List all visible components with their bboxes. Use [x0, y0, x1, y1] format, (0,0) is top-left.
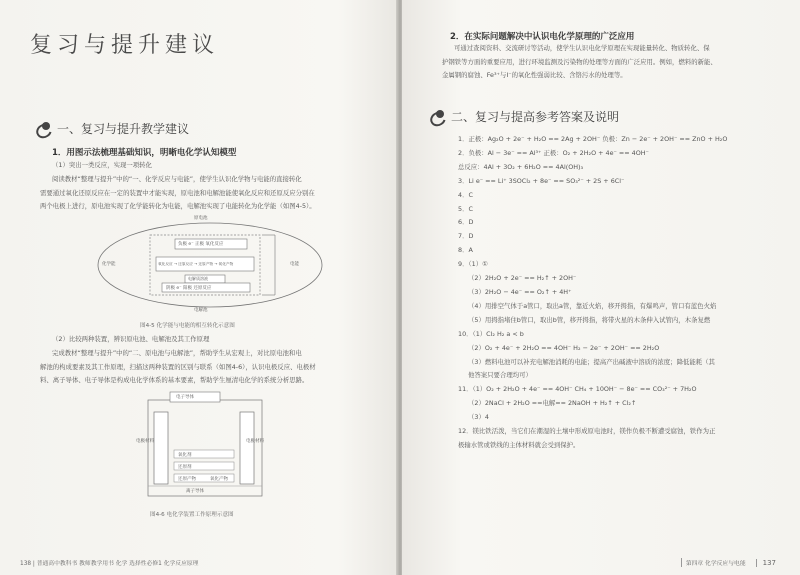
answer-item: （2）O₂ + 4e⁻ + 2H₂O == 4OH⁻ H₂ − 2e⁻ + 2OH⁻ == 2H₂O: [468, 343, 660, 352]
paragraph-3: [442, 42, 717, 83]
figure-4-6-diagram: [140, 388, 270, 500]
answer-item: 4．C: [458, 190, 473, 199]
answer-item: 总反应：4Al + 3O₂ + 6H₂O == 4Al(OH)₃: [458, 162, 584, 171]
figure-4-6: [136, 388, 270, 500]
paragraph-1: [40, 173, 316, 214]
subheading-2: 2．在实际问题解决中认识电化学原理的广泛应用: [450, 32, 635, 42]
fig45-box4: 阴极 e⁻ 阳极 还原反应: [166, 286, 212, 291]
answer-item: 他答案只要合理均可）: [468, 371, 532, 380]
fig45-box1: 负极 e⁻ 正极 氧化反应: [178, 242, 224, 247]
fig46-top-label: 电子导体: [176, 395, 194, 400]
fig45-box3: 电解质溶液: [188, 276, 208, 281]
fig46-label1: 氧化剂: [178, 453, 192, 458]
figure-4-5: [90, 215, 330, 315]
fig46-mid1: 还原产物: [178, 477, 196, 482]
answer-list: [458, 133, 768, 453]
fig46-left-electrode: 电极材料: [136, 439, 154, 444]
answer-item: 8．A: [458, 246, 473, 255]
page-number: 137: [756, 559, 776, 567]
paragraph-line: 可通过查阅资料、交流研讨等活动，使学生认识电化学原理在实现能量转化、物质转化、保: [454, 44, 710, 52]
left-footer: 138 | 普通高中教科书 教师教学用书 化学 选择性必修1 化学反应原理: [20, 561, 199, 567]
figure-4-5-caption: 图4-5 化学能与电能的相互转化示意图: [140, 323, 235, 329]
fig46-mid2: 氧化产物: [210, 477, 228, 482]
paragraph-line: 需要通过氧化还原反应在一定的装置中才能实现，原电池和电解池能使氧化反应和还原反应分别在: [40, 188, 315, 197]
paragraph-line: 护钢铁等方面的重要应用，进行环境监测及污染物的处理等方面的广泛应用。例如，燃料的新能、: [442, 57, 717, 66]
answer-item: 7．D: [458, 232, 474, 241]
answer-item: （2）2NaCl + 2H₂O ==电解== 2NaOH + H₂↑ + Cl₂↑: [468, 399, 637, 408]
fig46-right-electrode: 电极材料: [246, 439, 264, 444]
figure-4-6-caption: 图4-6 电化学装置工作原理示意图: [150, 512, 234, 518]
fig45-left-label: 化学能: [102, 262, 116, 267]
section-heading-1-text: 一、复习与提升教学建议: [57, 122, 190, 136]
paragraph-line: 金属钢的腐蚀、Fe³⁺与I⁻的氧化性强弱比较、含铬污水的处理等。: [442, 71, 627, 79]
section-swirl-icon: [36, 122, 52, 136]
answer-item: （4）用排空气体于a管口，取出a管，靠近火焰，移开拇指，有爆鸣声，管口有蓝色火焰: [468, 301, 717, 310]
fig46-bottom-label: 离子导体: [186, 489, 204, 494]
answer-item: 10．（1）Cl₂ H₂ a < b: [458, 329, 524, 338]
fig45-bottom-label: 电解池: [194, 308, 208, 313]
fig46-label2: 还原剂: [178, 465, 192, 470]
answer-item: 11．（1）O₂ + 2H₂O + 4e⁻ == 4OH⁻ CH₄ + 10OH⁻ − 8e⁻ == CO₃²⁻ + 7H₂O: [458, 385, 697, 394]
fig45-box2: 氧化反应 → 还原反应 → 还原产物 → 氧化产物: [158, 262, 234, 266]
answer-item: 1．正极：Ag₂O + 2e⁻ + H₂O == 2Ag + 2OH⁻ 负极：Zn − 2e⁻ + 2OH⁻ == ZnO + H₂O: [458, 135, 728, 143]
chapter-title: 复习与提升建议: [30, 33, 220, 58]
right-page: [402, 0, 800, 575]
section-swirl-icon: [430, 110, 446, 124]
answer-item: （3）燃料电池可以补充电解池消耗的电能；提高产出碱液中溶质的浓度；降低能耗（其: [468, 357, 715, 366]
paragraph-line: 完成教材“整理与提升”中的“二、原电池与电解池”，帮助学生从宏观上，对比原电池和电: [52, 349, 302, 357]
answer-item: 极输水管或铁线的主体材料就会受到保护。: [458, 440, 580, 449]
paragraph-line: 料、离子导体、电子导体是构成电化学体系的基本要素，帮助学生厘清电化学的系统分析思路。: [40, 376, 309, 384]
answer-item: 6．D: [458, 218, 474, 227]
answer-item: （5）用拇指堵住b管口，取出b管，移开拇指，将带火星的木条伸入试管内，木条复燃: [468, 315, 711, 324]
paragraph-1-sub: （1）突出一类反应，实现一项转化: [52, 161, 152, 169]
left-page: [0, 0, 398, 575]
answer-item: 5．C: [458, 204, 473, 213]
subheading-1: 1．用图示法梳理基础知识，明晰电化学认知模型: [52, 148, 237, 158]
fig45-right-label: 电能: [290, 262, 299, 267]
answer-item: （3）4: [468, 413, 489, 422]
paragraph-2: [40, 347, 316, 388]
answer-item: （2）2H₂O + 2e⁻ == H₂↑ + 2OH⁻: [468, 274, 577, 283]
paragraph-line: 解池的构成要素及其工作原理，扫描这两种装置的区别与联系（如图4-6），认识电极反应、电极材: [40, 362, 316, 371]
answer-item: 3．Li e⁻ == Li⁺ 3SOCl₂ + 8e⁻ == SO₃²⁻ + 2S + 6Cl⁻: [458, 176, 625, 185]
fig45-top-label: 原电池: [194, 216, 208, 221]
section-heading-1: [36, 120, 189, 137]
footer-chapter: 第四章 化学反应与电能: [681, 558, 746, 567]
answer-item: 2．负极：Al − 3e⁻ == Al³⁺ 正极：O₂ + 2H₂O + 4e⁻ == 4OH⁻: [458, 148, 649, 157]
paragraph-2-sub: （2）比较两种装置，辨识原电池、电解池及其工作原理: [52, 335, 210, 343]
answer-item: 9．（1）①: [458, 260, 488, 269]
paragraph-line: 阅读教材“整理与提升”中的“一、化学反应与电能”，使学生认识化学物与电能的直接转化: [52, 175, 302, 183]
section-heading-2-text: 二、复习与提高参考答案及说明: [451, 110, 620, 124]
answer-item: 12．镁比铁活泼，当它们在潮湿的土壤中形成原电池时，镁作负极不断遭受腐蚀，铁作为正: [458, 427, 716, 436]
answer-item: （3）2H₂O − 4e⁻ == O₂↑ + 4H⁺: [468, 287, 572, 296]
right-footer: [681, 558, 776, 567]
section-heading-2: [430, 108, 619, 125]
paragraph-line: 两个电极上进行，原电池实现了化学能转化为电能，电解池实现了电能转化为化学能（如图4-5）。: [40, 202, 316, 210]
